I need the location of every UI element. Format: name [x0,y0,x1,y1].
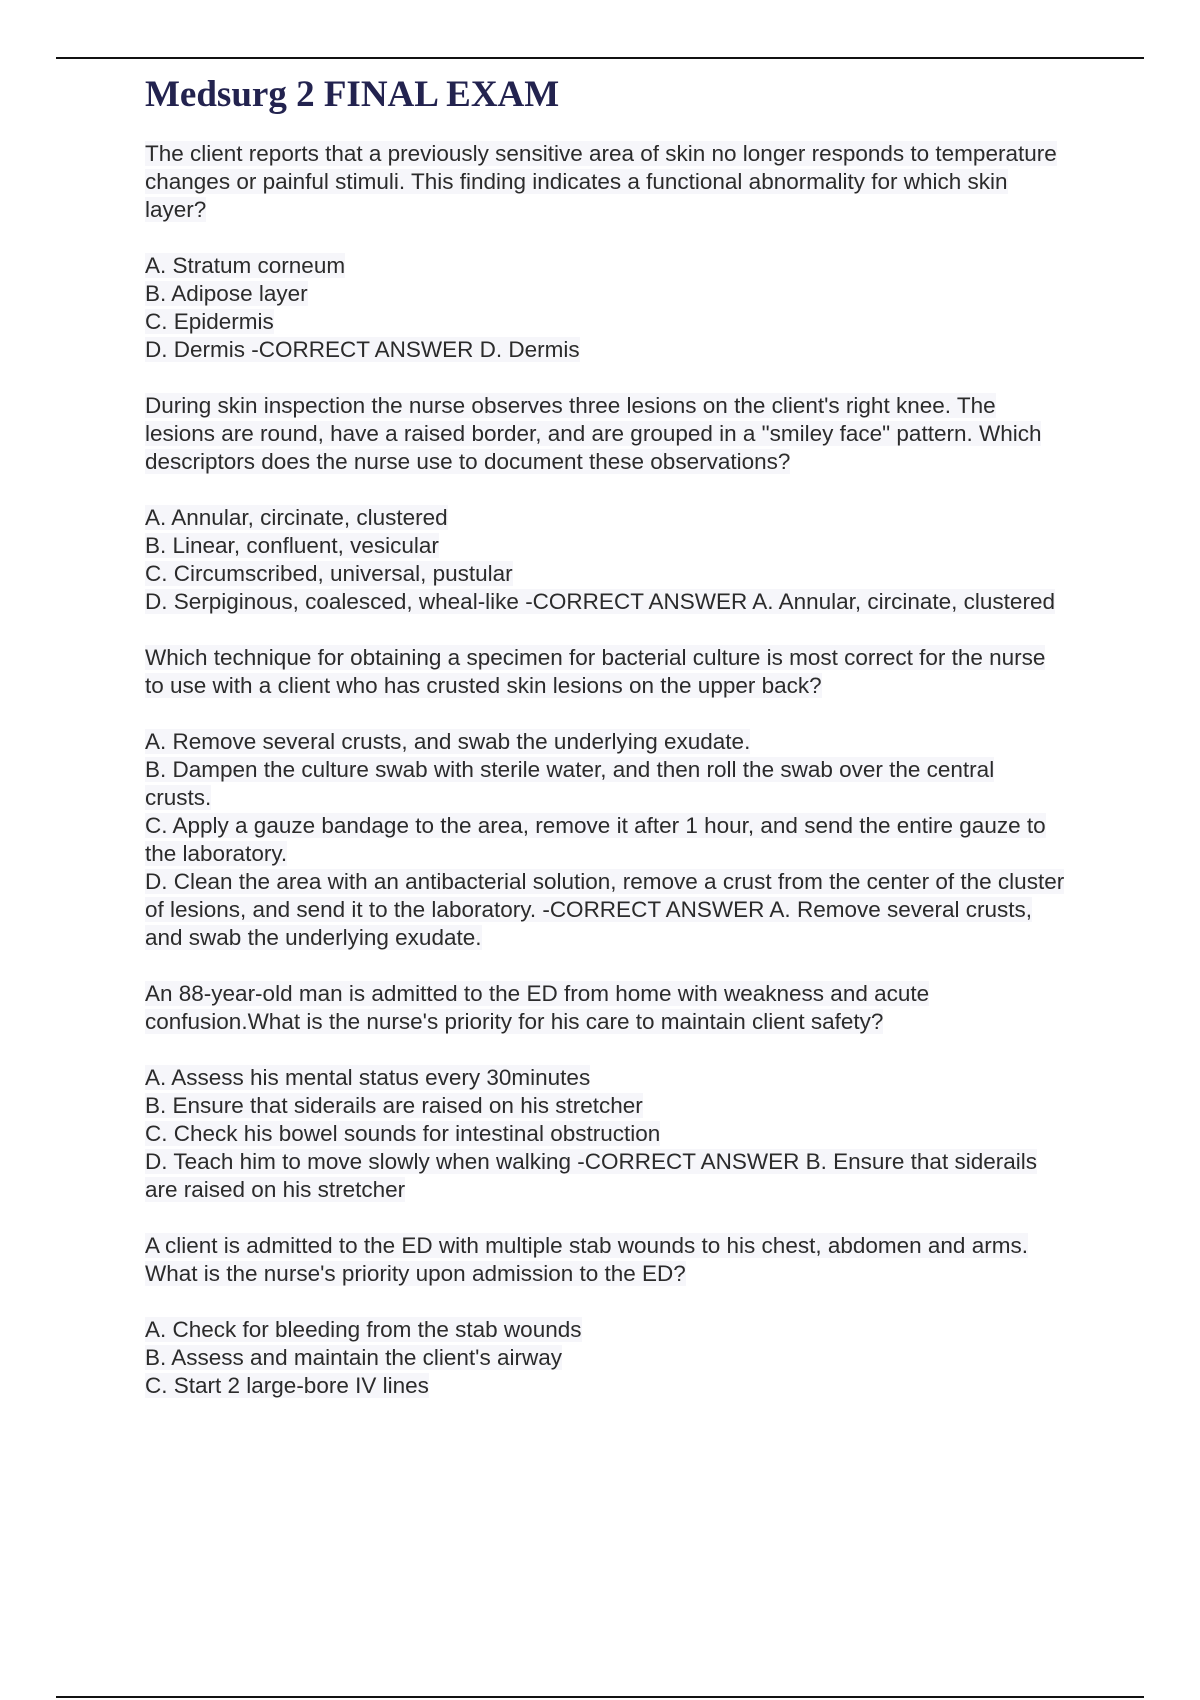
question-stem [145,644,1065,700]
document-body [145,70,1065,1428]
question-text: An 88-year-old man is admitted to the ED from home with weakness and acute confusion.What is the nurse's priority for his care to maintain client safety? [145,981,930,1034]
answer-option: B. Ensure that siderails are raised on his stretcher [145,1093,643,1118]
question-text: Which technique for obtaining a specimen for bacterial culture is most correct for the nurse to use with a client who has crusted skin lesions on the upper back? [145,645,1046,698]
answer-option: B. Dampen the culture swab with sterile water, and then roll the swab over the central crusts. [145,757,995,810]
question-text: A client is admitted to the ED with multiple stab wounds to his chest, abdomen and arms. What is the nurse's priority upon admission to the ED? [145,1233,1028,1286]
answer-option: C. Apply a gauze bandage to the area, remove it after 1 hour, and send the entire gauze to the laboratory. [145,813,1046,866]
question-stem [145,140,1065,224]
question-2 [145,392,1065,616]
answer-options [145,728,1065,952]
answer-option: B. Assess and maintain the client's airway [145,1345,562,1370]
header-rule [56,57,1144,59]
footer-rule [56,1696,1144,1698]
answer-option-with-correct-answer: D. Teach him to move slowly when walking -CORRECT ANSWER B. Ensure that siderails are raised on his stretcher [145,1149,1037,1202]
question-text: During skin inspection the nurse observes three lesions on the client's right knee. The lesions are round, have a raised border, and are grouped in a "smiley face" pattern. Which descriptors does the nurse use to document these observations? [145,393,1042,474]
answer-option: C. Check his bowel sounds for intestinal obstruction [145,1121,661,1146]
answer-option-with-correct-answer: D. Serpiginous, coalesced, wheal-like -CORRECT ANSWER A. Annular, circinate, clustered [145,589,1055,614]
answer-option: C. Start 2 large-bore IV lines [145,1373,429,1398]
answer-option: A. Assess his mental status every 30minutes [145,1065,591,1090]
question-stem [145,1232,1065,1288]
question-4 [145,980,1065,1204]
answer-option: A. Stratum corneum [145,253,346,278]
answer-options [145,252,1065,364]
answer-options [145,1316,1065,1400]
question-text: The client reports that a previously sensitive area of skin no longer responds to temperature changes or painful stimuli. This finding indicates a functional abnormality for which skin layer? [145,141,1057,222]
document-title: Medsurg 2 FINAL EXAM [145,74,560,115]
answer-options [145,504,1065,616]
question-1 [145,140,1065,364]
answer-option: C. Circumscribed, universal, pustular [145,561,513,586]
question-5 [145,1232,1065,1400]
answer-option: A. Remove several crusts, and swab the underlying exudate. [145,729,751,754]
answer-option: C. Epidermis [145,309,274,334]
answer-option-with-correct-answer: D. Dermis -CORRECT ANSWER D. Dermis [145,337,580,362]
question-stem [145,392,1065,476]
answer-option: B. Adipose layer [145,281,308,306]
question-stem [145,980,1065,1036]
answer-option: B. Linear, confluent, vesicular [145,533,439,558]
answer-options [145,1064,1065,1204]
answer-option-with-correct-answer: D. Clean the area with an antibacterial solution, remove a crust from the center of the cluster of lesions, and send it to the laboratory. -CORRECT ANSWER A. Remove several crusts, and swab the underlying exudate. [145,869,1065,950]
answer-option: A. Check for bleeding from the stab wounds [145,1317,582,1342]
question-3 [145,644,1065,952]
answer-option: A. Annular, circinate, clustered [145,505,448,530]
